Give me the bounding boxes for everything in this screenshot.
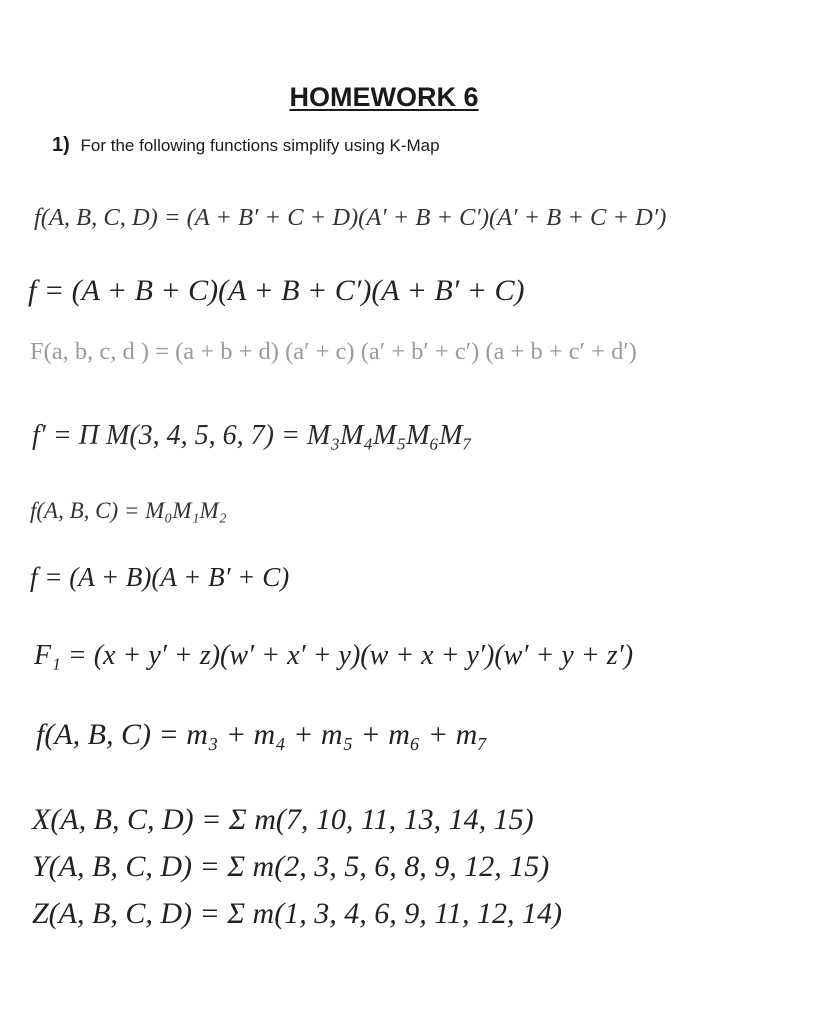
function-z: Z(A, B, C, D) = Σ m(1, 3, 4, 6, 9, 11, 12, 14) bbox=[32, 897, 562, 930]
page-title: HOMEWORK 6 bbox=[289, 82, 479, 112]
question-number: 1) bbox=[52, 134, 70, 156]
question-1 bbox=[52, 134, 440, 157]
question-text: For the following functions simplify using K-Map bbox=[80, 136, 440, 155]
minterm-function-group bbox=[32, 796, 562, 937]
equation-5: f(A, B, C) = M₀M₁M₂ bbox=[30, 498, 227, 523]
function-x: X(A, B, C, D) = Σ m(7, 10, 11, 13, 14, 15) bbox=[32, 803, 534, 836]
equation-1: f(A, B, C, D) = (A + B′ + C + D)(A′ + B + C′)(A′ + B + C + D′) bbox=[34, 204, 667, 231]
function-y: Y(A, B, C, D) = Σ m(2, 3, 5, 6, 8, 9, 12, 15) bbox=[32, 850, 550, 883]
equation-8: f(A, B, C) = m₃ + m₄ + m₅ + m₆ + m₇ bbox=[36, 718, 488, 751]
equation-3: F(a, b, c, d ) = (a + b + d) (a′ + c) (a′ + b′ + c′) (a + b + c′ + d′) bbox=[30, 338, 637, 365]
equation-6: f = (A + B)(A + B′ + C) bbox=[30, 562, 290, 592]
equation-2: f = (A + B + C)(A + B + C′)(A + B′ + C) bbox=[28, 274, 525, 307]
equation-4: f′ = Π M(3, 4, 5, 6, 7) = M₃M₄M₅M₆M₇ bbox=[32, 420, 473, 451]
equation-7: F₁ = (x + y′ + z)(w′ + x′ + y)(w + x + y′)(w′ + y + z′) bbox=[34, 640, 634, 671]
